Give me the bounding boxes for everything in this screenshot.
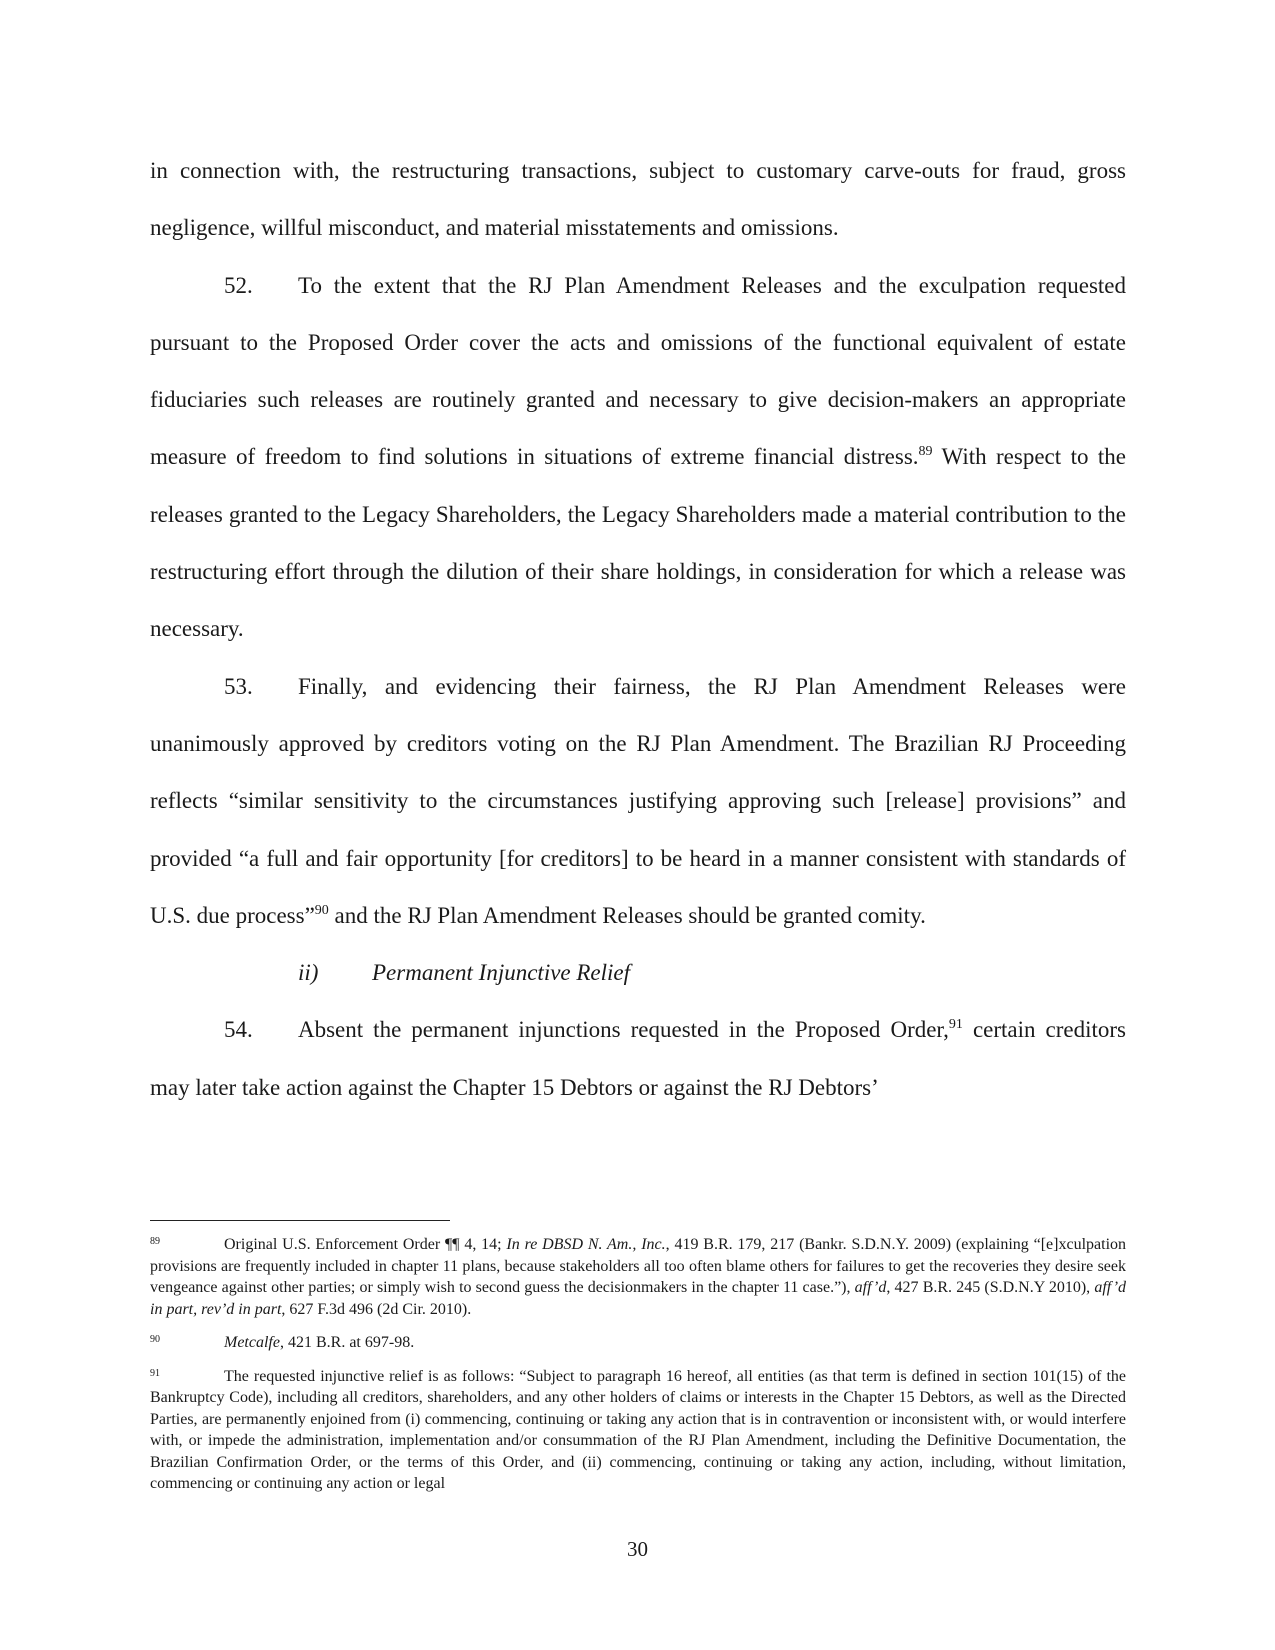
footnote-90: 90 Metcalfe, 421 B.R. at 697-98. [150,1334,415,1351]
case-citation: Metcalfe [224,1334,280,1351]
footnote-text: The requested injunctive relief is as follows: “Subject to paragraph 16 hereof, all entities (as that term is defined in section 101(15) of the Bankruptcy Code), including all creditors, shareholders, and any other holders of claims or interests in the Chapter 15 Debtors, as well as the Directed Parties, are permanently enjoined from (i) commencing, continuing or taking any action that is in contravention or inconsistent with, or would interfere with, or impede the administration, implementation and/or consummation of the RJ Plan Amendment, including the Definitive Documentation, the Brazilian Confirmation Order, or the terms of this Order, and (ii) commencing, continuing or taking any action, including, without limitation, commencing or continuing any action or legal [150,1367,1126,1492]
footnote-ref-91[interactable]: 91 [948,1017,963,1033]
paragraph-text: Finally, and evidencing their fairness, the RJ Plan Amendment Releases were unanimously approved by creditors voting on the RJ Plan Amendment. The Brazilian RJ Proceeding reflects “similar sensitivity to the circumstances justifying approving such [release] provisions” and provided “a full and fair opportunity [for creditors] to be heard in a manner consistent with standards of U.S. due process” [150,673,1126,928]
paragraph-text: To the extent that the RJ Plan Amendment Releases and the exculpation requested pursuant to the Proposed Order cover the acts and omissions of the functional equivalent of estate fiduciaries such releases are routinely granted and necessary to give decision-makers an appropriate measure of freedom to find solutions in situations of extreme financial distress. [150,272,1126,470]
paragraph-52 [150,257,1126,658]
footnote-91: 91 The requested injunctive relief is as follows: “Subject to paragraph 16 hereof, all entities (as that term is defined in section 101(15) of the Bankruptcy Code), including all creditors, shareholders, and any other holders of claims or interests in the Chapter 15 Debtors, as well as the Directed Parties, are permanently enjoined from (i) commencing, continuing or taking any action that is in contravention or inconsistent with, or would interfere with, or impede the administration, implementation and/or consummation of the RJ Plan Amendment, including the Definitive Documentation, the Brazilian Confirmation Order, or the terms of this Order, and (ii) commencing, continuing or taking any action, including, without limitation, commencing or continuing any action or legal [150,1367,1126,1492]
body-text [150,142,1126,1116]
paragraph-text: With respect to the releases granted to the Legacy Shareholders, the Legacy Shareholders made a material contribution to the restructuring effort through the dilution of their share holdings, in consideration for which a release was necessary. [150,444,1126,642]
footnote-text: , 627 F.3d 496 (2d Cir. 2010). [281,1300,472,1318]
footnote-divider [150,1220,450,1221]
footnote-ref-89[interactable]: 89 [918,444,933,460]
footnote-text: , 427 B.R. 245 (S.D.N.Y 2010), [886,1279,1095,1296]
footnote-89: 89 Original U.S. Enforcement Order ¶¶ 4, 14; In re DBSD N. Am., Inc., 419 B.R. 179, 217 (Bankr. S.D.N.Y. 2009) (explaining “[e]xculpation provisions are frequently included in chapter 11 plans, because stakeholders all too often blame others for failures to get the recoveries they desire seek vengeance against other parties; or simply wish to second guess the decisionmakers in the chapter 11 case.”), aff’d, 427 B.R. 245 (S.D.N.Y 2010), aff’d in part, rev’d in part, 627 F.3d 496 (2d Cir. 2010). [150,1236,1127,1318]
section-heading [150,944,1126,1001]
paragraph-text: Absent the permanent injunctions requested in the Proposed Order, [298,1017,949,1043]
section-heading-number: ii) [298,960,319,986]
footnotes [150,1234,1126,1507]
paragraph-54 [150,1001,1126,1116]
citation-signal: aff’d in part, rev’d in part [150,1279,1127,1318]
paragraph-number: 52. [224,272,253,298]
paragraph-text: and the RJ Plan Amendment Releases should be granted comity. [328,902,926,928]
footnote-ref-90[interactable]: 90 [314,902,329,918]
section-heading-text: Permanent Injunctive Relief [372,960,631,986]
citation-signal: aff’d [854,1279,887,1296]
page-number: 30 [627,1537,648,1561]
footnote-text: Original U.S. Enforcement Order ¶¶ 4, 14; [224,1236,507,1253]
paragraph-53 [150,658,1126,944]
paragraph-continuation-text: in connection with, the restructuring transactions, subject to customary carve-outs for fraud, gross negligence, willful misconduct, and material misstatements and omissions. [150,158,1126,241]
paragraph-number: 54. [224,1017,253,1043]
paragraph-continuation [150,142,1126,257]
footnote-text: , 419 B.R. 179, 217 (Bankr. S.D.N.Y. 2009) (explaining “[e]xculpation provisions are frequently included in chapter 11 plans, because stakeholders all too often blame others for failures to get the recoveries they desire seek vengeance against other parties; or simply wish to second guess the decisionmakers in the chapter 11 case.”), [150,1236,1127,1296]
paragraph-text: certain creditors may later take action against the Chapter 15 Debtors or against the RJ Debtors’ [150,1017,1126,1100]
footnote-text: , 421 B.R. at 697-98. [279,1334,415,1351]
paragraph-number: 53. [224,673,253,699]
case-citation: In re DBSD N. Am., Inc. [506,1236,666,1253]
